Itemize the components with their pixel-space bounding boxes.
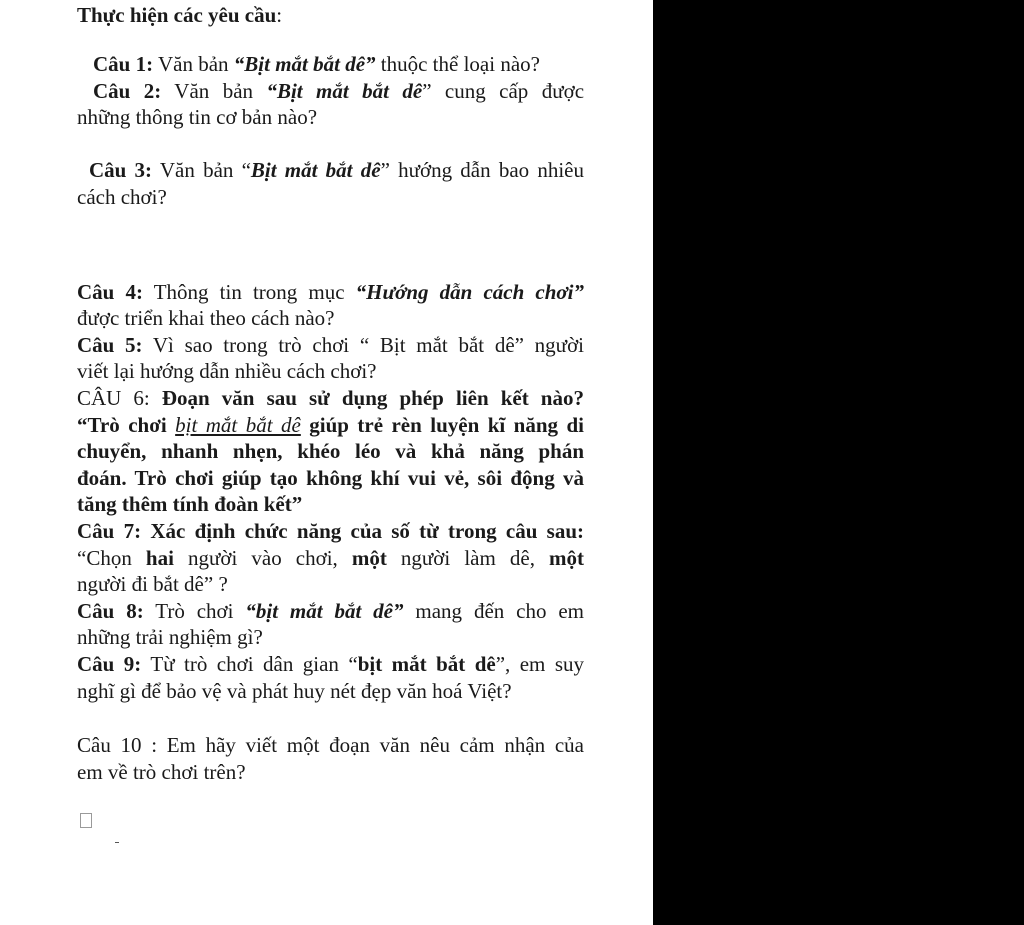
black-side-panel	[653, 0, 1024, 925]
q3-post: ” hướng dẫn bao nhiêu	[380, 158, 585, 182]
q1-pre: Văn bản	[153, 52, 234, 76]
q6-p1-pre: “Trò chơi	[77, 413, 176, 437]
question-10-line-2: em về trò chơi trên?	[77, 760, 246, 784]
q1-label: Câu 1:	[93, 52, 154, 76]
question-2-line-2: những thông tin cơ bản nào?	[77, 105, 318, 129]
q6-passage-line-4: tăng thêm tính đoàn kết”	[77, 492, 303, 516]
question-8-line-2: những trải nghiệm gì?	[77, 625, 263, 649]
q5-label: Câu 5:	[77, 333, 143, 357]
q4-label: Câu 4:	[77, 280, 143, 304]
q6-p1-underlined: bịt mắt bắt dê	[175, 413, 301, 437]
q9-label: Câu 9:	[77, 652, 142, 676]
q2-pre: Văn bản	[161, 79, 267, 103]
q8-title: “bịt mắt bắt dê”	[245, 599, 404, 623]
q4-pre: Thông tin trong mục	[142, 280, 356, 304]
heading-colon: :	[276, 3, 283, 27]
question-9	[77, 651, 584, 677]
q5-text: Vì sao trong trò chơi “ Bịt mắt bắt dê” người	[142, 333, 585, 357]
q8-pre: Trò chơi	[143, 599, 246, 623]
dash-mark	[115, 842, 119, 843]
q6-prompt: Đoạn văn sau sử dụng phép liên kết nào?	[161, 386, 584, 410]
q6-label: CÂU 6:	[77, 386, 162, 410]
q7-sentence-line-1	[77, 545, 584, 571]
question-3	[89, 157, 584, 183]
q7-word-hai: hai	[145, 546, 174, 570]
q7-word-mot-1: một	[351, 546, 387, 570]
q1-title: “Bịt mắt bắt dê”	[233, 52, 376, 76]
q6-p1-post: giúp trẻ rèn luyện kĩ năng di	[300, 413, 584, 437]
q7-s2: người vào chơi,	[173, 546, 352, 570]
question-5	[77, 332, 584, 358]
q7-sentence-line-2: người đi bắt dê” ?	[77, 572, 228, 596]
q4-title: “Hướng dẫn cách chơi”	[355, 280, 584, 304]
q7-s1: “Chọn	[77, 546, 146, 570]
q3-label: Câu 3:	[89, 158, 153, 182]
q7-word-mot-2: một	[549, 546, 585, 570]
question-9-line-2: nghĩ gì để bảo vệ và phát huy nét đẹp văn hoá Việt?	[77, 679, 512, 703]
question-7: Câu 7: Xác định chức năng của số từ trong câu sau:	[77, 519, 584, 543]
q9-post: ”, em suy	[495, 652, 585, 676]
question-1	[93, 51, 584, 77]
question-6	[77, 385, 584, 411]
q8-post: mang đến cho em	[403, 599, 585, 623]
q2-title: “Bịt mắt bắt dê	[266, 79, 423, 103]
heading-text: Thực hiện các yêu cầu	[77, 3, 277, 27]
question-10: Câu 10 : Em hãy viết một đoạn văn nêu cảm nhận của	[77, 733, 584, 757]
q7-s3: người làm dê,	[386, 546, 550, 570]
q2-post: ” cung cấp được	[422, 79, 585, 103]
q6-passage-line-1	[77, 412, 584, 438]
question-5-line-2: viết lại hướng dẫn nhiều cách chơi?	[77, 359, 377, 383]
q3-title: Bịt mắt bắt dê	[250, 158, 381, 182]
question-4-line-2: được triển khai theo cách nào?	[77, 306, 335, 330]
q6-passage-line-2: chuyển, nhanh nhẹn, khéo léo và khả năng phán	[77, 439, 584, 463]
checkbox-icon[interactable]	[80, 813, 92, 828]
q1-post: thuộc thể loại nào?	[375, 52, 540, 76]
question-2	[93, 78, 584, 104]
q9-title: bịt mắt bắt dê	[357, 652, 496, 676]
q3-pre: Văn bản “	[152, 158, 251, 182]
q8-label: Câu 8:	[77, 599, 144, 623]
question-8	[77, 598, 584, 624]
q9-pre: Từ trò chơi dân gian “	[141, 652, 358, 676]
q2-label: Câu 2:	[93, 79, 162, 103]
q6-passage-line-3: đoán. Trò chơi giúp tạo không khí vui vẻ, sôi động và	[77, 466, 584, 490]
page-heading	[77, 2, 584, 28]
question-4	[77, 279, 584, 305]
question-3-line-2: cách chơi?	[77, 185, 167, 209]
